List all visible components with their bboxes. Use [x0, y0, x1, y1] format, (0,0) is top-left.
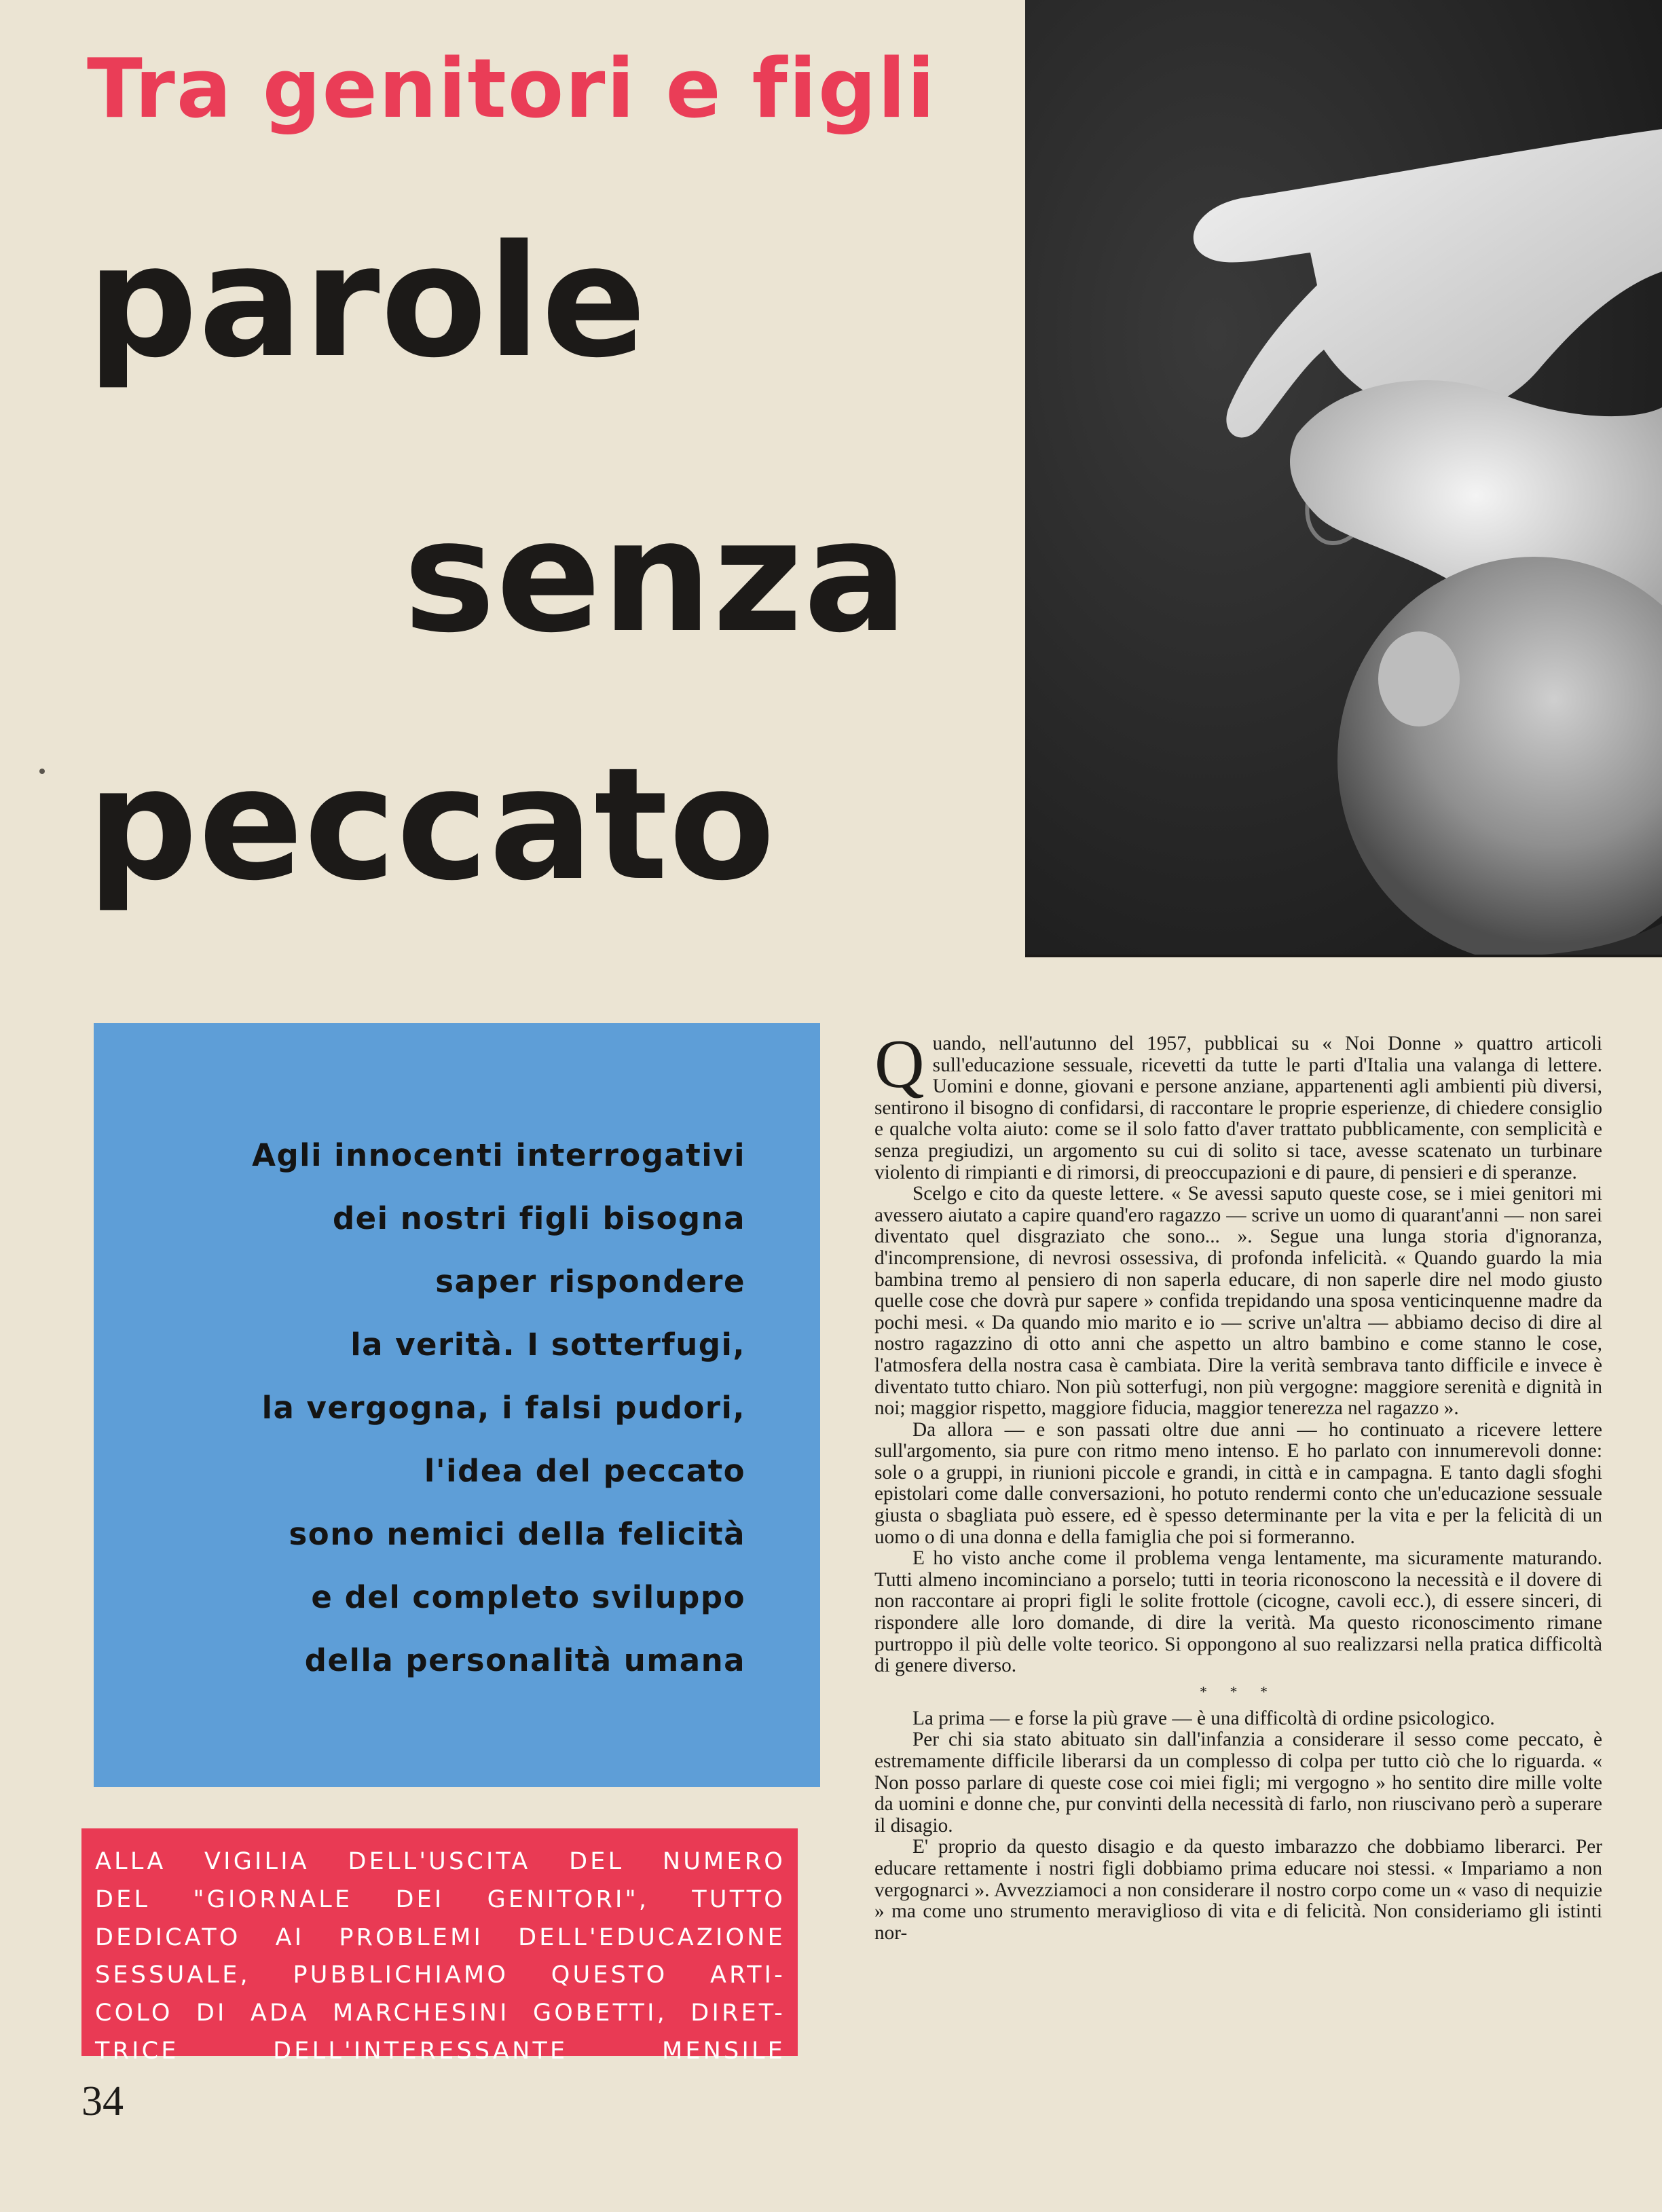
intro-line: SESSUALE, PUBBLICHIAMO QUESTO ARTI- [95, 1961, 786, 1989]
callout-box [94, 1023, 820, 1787]
photo-hand-on-infant [1025, 0, 1662, 956]
article-paragraph [874, 1026, 1602, 1183]
callout-line: la vergogna, i falsi pudori, [261, 1390, 745, 1426]
page-number: 34 [81, 2078, 124, 2124]
callout-line: l'idea del peccato [424, 1453, 745, 1489]
headline-word-2: senza [403, 486, 909, 667]
intro-line: COLO DI ADA MARCHESINI GOBETTI, DIRET- [95, 1999, 786, 2027]
callout-line: dei nostri figli bisogna [332, 1200, 745, 1236]
photo-bottom-border [1025, 955, 1662, 957]
article-paragraph: Scelgo e cito da queste lettere. « Se avessi saputo queste cose, se i miei genitori mi avessero aiutato a capire quand'ero ragazzo — scrive un uomo di quarant'anni — non sarei diventato quel disgraziato che sono... ». Segue una lunga storia d'ignoranza, d'incomprensione, di nevrosi ossessiva, di profonda infelicità. « Quando guardo la mia bambina tremo al pensiero di non saperla educare, di non saperle dire nel modo giusto quelle cose che dovrà pur sapere » confida trepidando una sposa venticinquenne madre da pochi mesi. « Da quando mio marito e io — scrive un'altra — abbiamo deciso di dire al nostro ragazzino di otto anni che aspetto un altro bambino e come stanno le cose, l'atmosfera della nostra casa è cambiata. Dire la verità sembrava tanto difficile e invece è diventato tutto chiaro. Non più sotterfugi, non più vergogne: maggiore serenità e dignità in noi; maggior rispetto, maggiore fiducia, maggior tenerezza nel ragazzo ». [874, 1183, 1602, 1420]
callout-text [94, 1124, 745, 1692]
article-paragraph: Per chi sia stato abituato sin dall'infanzia a considerare il sesso come peccato, è estremamente difficile liberarsi da un complesso di colpa per tutto ciò che lo riguarda. « Non posso parlare di queste cose coi miei figli; mi vergogno » ho sentito dire mille volte da uomini e donne che, pur convinti della necessità di farlo, non riuscivano però a superare il disagio. [874, 1729, 1602, 1837]
headline-word-3: peccato [87, 734, 776, 915]
callout-line: della personalità umana [304, 1642, 745, 1678]
article-body [874, 1026, 1602, 1944]
intro-line: DEL "GIORNALE DEI GENITORI", TUTTO [95, 1885, 786, 1913]
article-paragraph: E ho visto anche come il problema venga lentamente, ma sicuramente maturando. Tutti almeno incominciano a porselo; tutti in teoria riconoscono la necessità e il dovere di non raccontare ai propri figli le solite frottole (cicogne, cavoli ecc.), di essere sinceri, di rispondere alle loro domande, di dire la verità. Ma questo riconoscimento rimane purtroppo il più delle volte teorico. Si oppongono al suo realizzarsi nella pratica difficoltà di genere diverso. [874, 1547, 1602, 1677]
headline-word-1: parole [87, 211, 647, 392]
callout-line: saper rispondere [435, 1264, 745, 1299]
intro-line: ALLA VIGILIA DELL'USCITA DEL NUMERO [95, 1848, 786, 1875]
drop-cap: Q [874, 1026, 925, 1103]
callout-line: Agli innocenti interrogativi [252, 1137, 745, 1173]
intro-line: DEDICATO AI PROBLEMI DELL'EDUCAZIONE [95, 1923, 786, 1951]
article-paragraph: La prima — e forse la più grave — è una difficoltà di ordine psicologico. [912, 1707, 1495, 1729]
intro-box [81, 1828, 798, 2065]
callout-line: la verità. I sotterfugi, [350, 1327, 745, 1363]
section-separator: * * * [1200, 1682, 1277, 1700]
article-paragraph: Da allora — e son passati oltre due anni — ho continuato a ricevere lettere sull'argomento, sia pure con ritmo meno intenso. E ho parlato con innumerevoli donne: sole o a gruppi, in riunioni piccole e grandi, in città e in campagna. E tanto dagli sfoghi epistolari come dalle conversazioni, ho potuto rendermi conto che un'educazione sessuale giusta o sbagliata può essere, ed è spesso determinante per la vita e per la felicità di un uomo o di una donna e della famiglia che poi si formeranno. [874, 1418, 1602, 1548]
intro-line: TRICE DELL'INTERESSANTE MENSILE [95, 2037, 786, 2065]
callout-line: e del completo sviluppo [311, 1579, 745, 1615]
section-kicker: Tra genitori e figli [87, 42, 937, 136]
margin-dot [39, 769, 45, 774]
photo-illustration [1025, 0, 1662, 956]
article-paragraph: E' proprio da questo disagio e da questo imbarazzo che dobbiamo liberarci. Per educare rettamente i nostri figli dobbiamo prima educare noi stessi. « Impariamo a non vergognarci ». Avvezziamoci a non considerare il nostro corpo come un « vaso di nequizie » ma come uno strumento meraviglioso di vita e di felicità. Non consideriamo gli istinti nor- [874, 1836, 1602, 1944]
callout-line: sono nemici della felicità [289, 1516, 745, 1552]
paragraph-text: uando, nell'autunno del 1957, pubblicai su « Noi Donne » quattro articoli sull'educazione sessuale, ricevetti da tutte le parti d'Italia una valanga di lettere. Uomini e donne, giovani e persone anziane, appartenenti agli ambienti più diversi, sentirono il bisogno di confidarsi, di raccontare le proprie esperienze, di chiedere consiglio e qualche volta aiuto: come se il solo fatto d'aver trattato pubblicamente, con semplicità e senza pregiudizi, un argomento su cui di solito si tace, avesse scatenato un turbinare violento di rimpianti e di rimorsi, di preoccupazioni e di paure, di pensieri e di speranze. [874, 1033, 1602, 1183]
